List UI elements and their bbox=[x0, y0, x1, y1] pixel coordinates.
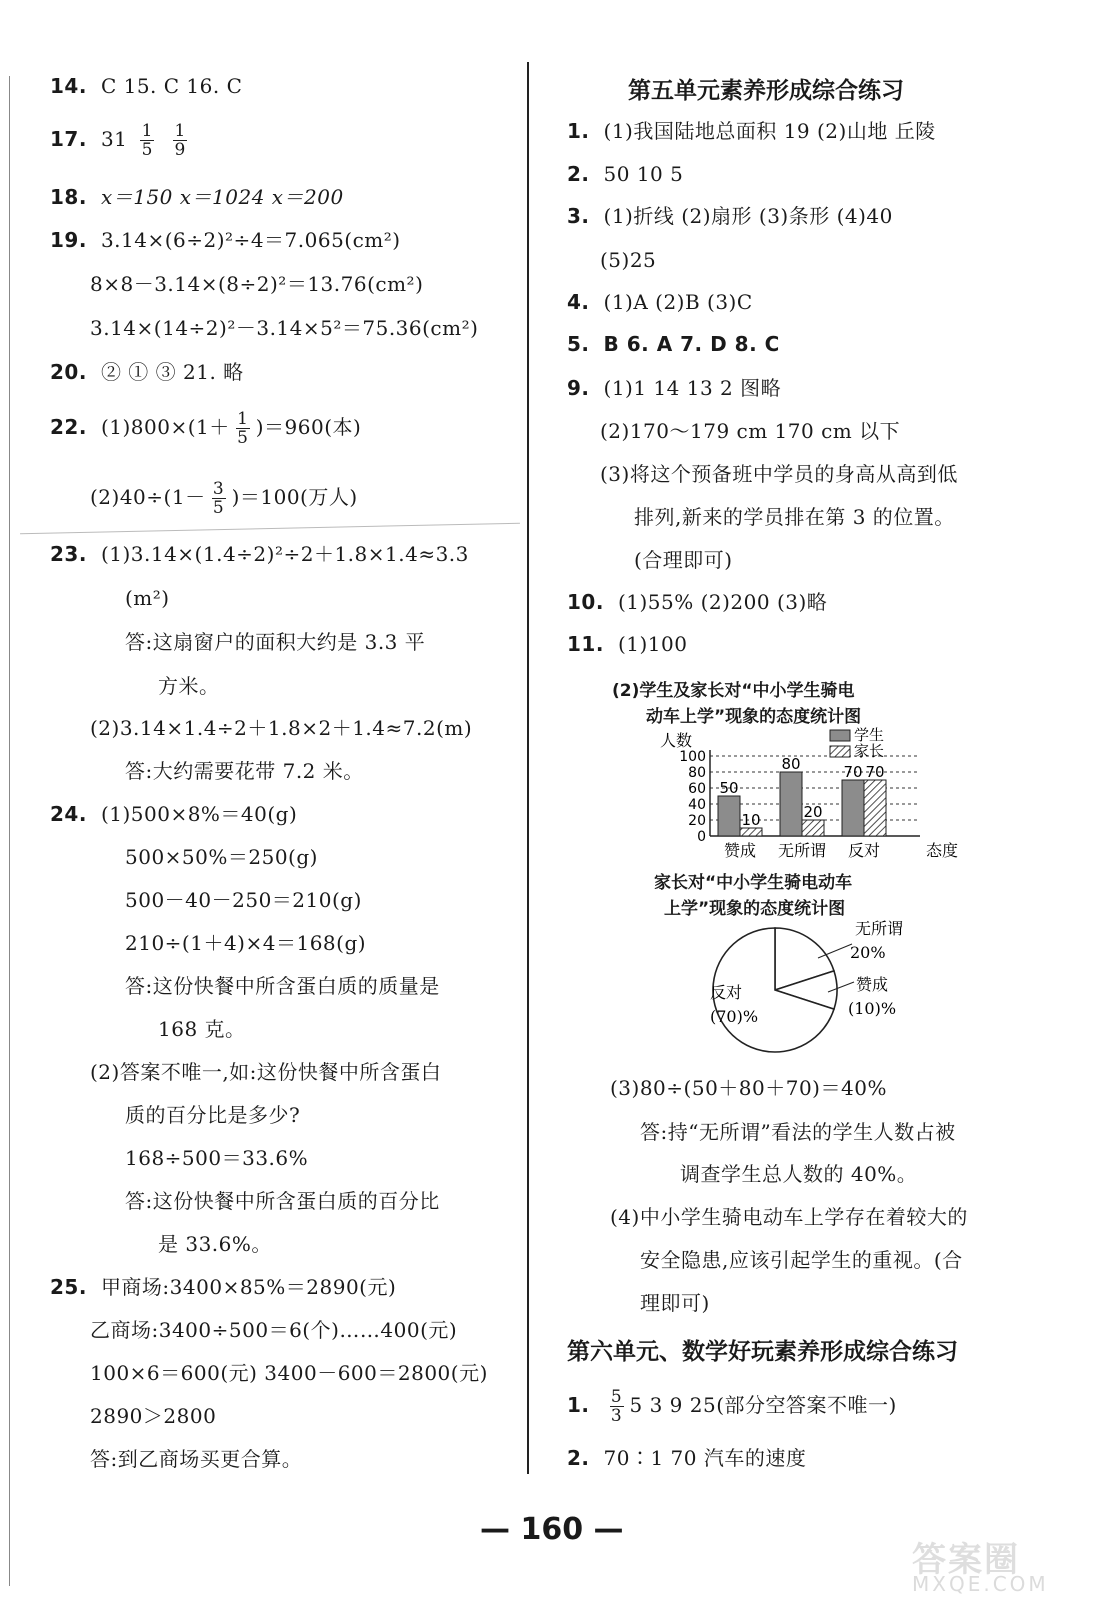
data-label: 70 bbox=[865, 763, 885, 781]
unit5-answer-9c: (3)将这个预备班中学员的身高从高到低 bbox=[600, 462, 958, 486]
answer-23c: 答:这扇窗户的面积大约是 3.3 平 bbox=[125, 630, 426, 654]
fraction-1-9: $\frac{1}{9}$ bbox=[174, 121, 186, 160]
answer-24g: (2)答案不唯一,如:这份快餐中所含蛋白 bbox=[90, 1060, 442, 1084]
bar-家长-反对 bbox=[864, 780, 886, 836]
answer-23a: 23. (1)3.14×(1.4÷2)²÷2＋1.8×1.4≈3.3 bbox=[50, 542, 469, 566]
answer-24i: 168÷500＝33.6% bbox=[125, 1146, 309, 1170]
column-divider bbox=[527, 62, 529, 1474]
y-tick-label: 100 bbox=[679, 749, 706, 765]
answer-25e: 答:到乙商场买更合算。 bbox=[90, 1447, 303, 1471]
bar-家长-赞成 bbox=[740, 828, 762, 836]
watermark-url: MXQE.COM bbox=[912, 1572, 1049, 1596]
pie-chart-title-line1: 家长对“中小学生骑电动车 bbox=[654, 873, 853, 893]
answer-18: 18. x＝150 x＝1024 x＝200 bbox=[50, 185, 344, 209]
page-edge-line bbox=[9, 76, 10, 1586]
answer-25d: 2890＞2800 bbox=[90, 1404, 217, 1428]
data-label: 80 bbox=[781, 755, 801, 773]
answer-24e: 答:这份快餐中所含蛋白质的质量是 bbox=[125, 974, 440, 998]
pie-label: 无所谓 bbox=[855, 920, 904, 938]
unit5-answer-3b: (5)25 bbox=[600, 248, 657, 272]
fold-line bbox=[20, 523, 520, 534]
unit5-answer-4: 4. (1)A (2)B (3)C bbox=[567, 290, 753, 314]
answer-24d: 210÷(1＋4)×4＝168(g) bbox=[125, 931, 367, 955]
bar-学生-反对 bbox=[842, 780, 864, 836]
answer-24k: 是 33.6%。 bbox=[158, 1232, 272, 1256]
bar-学生-赞成 bbox=[718, 796, 740, 836]
pie-chart-title-line2: 上学”现象的态度统计图 bbox=[664, 899, 846, 919]
pie-label: 赞成 bbox=[856, 975, 889, 994]
legend-swatch-家长 bbox=[830, 746, 850, 757]
pie-value: 20% bbox=[850, 943, 886, 962]
y-tick-label: 60 bbox=[688, 781, 706, 797]
y-tick-label: 0 bbox=[697, 829, 706, 845]
legend-label: 家长 bbox=[854, 742, 885, 760]
pie-chart bbox=[700, 920, 940, 1060]
unit6-title: 第六单元、数学好玩素养形成综合练习 bbox=[567, 1339, 958, 1365]
answer-20: 20. ② ① ③ 21. 略 bbox=[50, 360, 244, 384]
fraction-3-5: $\frac{3}{5}$ bbox=[212, 479, 225, 518]
pie-value: (10)% bbox=[848, 999, 897, 1018]
answer-22a: 22. (1)800×(1＋ $\frac{1}{5}$ )＝960(本) bbox=[50, 409, 362, 448]
x-tick-label: 无所谓 bbox=[777, 841, 827, 860]
data-label: 10 bbox=[741, 811, 761, 829]
unit5-answer-1: 1. (1)我国陆地总面积 19 (2)山地 丘陵 bbox=[567, 119, 936, 143]
y-tick-label: 20 bbox=[688, 813, 706, 829]
data-label: 50 bbox=[719, 779, 739, 797]
unit6-answer-2: 2. 70∶1 70 汽车的速度 bbox=[567, 1446, 807, 1470]
x-tick-label: 反对 bbox=[847, 841, 881, 860]
watermark-logo bbox=[912, 1532, 1090, 1596]
unit5-answer-11d: 调查学生总人数的 40%。 bbox=[680, 1162, 918, 1186]
answer-17: 17. 31 $\frac{1}{5}$ $\frac{1}{9}$ bbox=[50, 121, 186, 160]
pie-label: 反对 bbox=[710, 983, 743, 1002]
unit5-answer-3a: 3. (1)折线 (2)扇形 (3)条形 (4)40 bbox=[567, 204, 893, 228]
x-axis-label: 态度 bbox=[926, 841, 959, 860]
watermark-text: 答案圈 bbox=[912, 1540, 1020, 1580]
answer-24f: 168 克。 bbox=[158, 1017, 246, 1041]
bar-chart-title-line1: (2)学生及家长对“中小学生骑电 bbox=[612, 681, 855, 701]
unit6-answer-1: 1. $\frac{5}{3}$ 5 3 9 25(部分空答案不唯一) bbox=[567, 1387, 897, 1426]
answer-25b: 乙商场:3400÷500＝6(个)……400(元) bbox=[90, 1318, 458, 1342]
fraction-1-5: $\frac{1}{5}$ bbox=[141, 121, 153, 160]
bar-学生-无所谓 bbox=[780, 772, 802, 836]
unit5-answer-11b: (3)80÷(50＋80＋70)＝40% bbox=[610, 1076, 887, 1100]
x-tick-label: 赞成 bbox=[723, 841, 757, 860]
unit5-title: 第五单元素养形成综合练习 bbox=[628, 78, 904, 104]
answer-23d: 方米。 bbox=[158, 674, 220, 698]
answer-23f: 答:大约需要花带 7.2 米。 bbox=[125, 759, 364, 783]
unit5-answer-9a: 9. (1)1 14 13 2 图略 bbox=[567, 376, 782, 400]
answer-19b: 8×8－3.14×(8÷2)²＝13.76(cm²) bbox=[90, 272, 424, 296]
bar-chart-title-line2: 动车上学”现象的态度统计图 bbox=[646, 707, 862, 727]
pie-value: (70)% bbox=[710, 1007, 759, 1026]
answer-19c: 3.14×(14÷2)²－3.14×5²＝75.36(cm²) bbox=[90, 316, 479, 340]
unit5-answer-11g: 理即可) bbox=[640, 1291, 710, 1315]
unit5-answer-11a: 11. (1)100 bbox=[567, 632, 688, 656]
answer-25c: 100×6＝600(元) 3400－600＝2800(元) bbox=[90, 1361, 488, 1385]
answer-24a: 24. (1)500×8%＝40(g) bbox=[50, 802, 298, 826]
answer-23e: (2)3.14×1.4÷2＋1.8×2＋1.4≈7.2(m) bbox=[90, 716, 473, 740]
unit5-answer-10: 10. (1)55% (2)200 (3)略 bbox=[567, 590, 828, 614]
data-label: 70 bbox=[843, 763, 863, 781]
fraction-1-5b: $\frac{1}{5}$ bbox=[237, 409, 249, 448]
answer-23b: (m²) bbox=[125, 586, 170, 610]
unit5-answer-5: 5. B 6. A 7. D 8. C bbox=[567, 332, 780, 356]
unit5-answer-11c: 答:持“无所谓”看法的学生人数占被 bbox=[640, 1120, 956, 1144]
answer-24b: 500×50%＝250(g) bbox=[125, 845, 318, 869]
unit5-answer-9d: 排列,新来的学员排在第 3 的位置。 bbox=[634, 505, 955, 529]
page-number: — 160 — bbox=[480, 1512, 624, 1547]
unit5-answer-11e: (4)中小学生骑电动车上学存在着较大的 bbox=[610, 1205, 968, 1229]
answer-24h: 质的百分比是多少? bbox=[125, 1103, 301, 1127]
answer-22b: (2)40÷(1－ $\frac{3}{5}$ )＝100(万人) bbox=[90, 479, 358, 518]
legend-swatch-学生 bbox=[830, 730, 850, 741]
y-axis-label: 人数 bbox=[660, 731, 693, 750]
answer-19a: 19. 3.14×(6÷2)²÷4＝7.065(cm²) bbox=[50, 228, 401, 252]
fraction-5-3: $\frac{5}{3}$ bbox=[610, 1387, 623, 1426]
unit5-answer-9e: (合理即可) bbox=[634, 548, 733, 572]
unit5-answer-11f: 安全隐患,应该引起学生的重视。(合 bbox=[640, 1248, 963, 1272]
answer-14: 14. C 15. C 16. C bbox=[50, 74, 243, 98]
unit5-answer-2: 2. 50 10 5 bbox=[567, 162, 684, 186]
answer-24c: 500－40－250＝210(g) bbox=[125, 888, 362, 912]
y-tick-label: 80 bbox=[688, 765, 706, 781]
answer-24j: 答:这份快餐中所含蛋白质的百分比 bbox=[125, 1189, 440, 1213]
y-tick-label: 40 bbox=[688, 797, 706, 813]
legend-label: 学生 bbox=[854, 726, 885, 744]
bar-chart bbox=[660, 726, 960, 866]
bar-家长-无所谓 bbox=[802, 820, 824, 836]
answer-25a: 25. 甲商场:3400×85%＝2890(元) bbox=[50, 1275, 397, 1299]
data-label: 20 bbox=[803, 803, 823, 821]
unit5-answer-9b: (2)170～179 cm 170 cm 以下 bbox=[600, 419, 901, 443]
